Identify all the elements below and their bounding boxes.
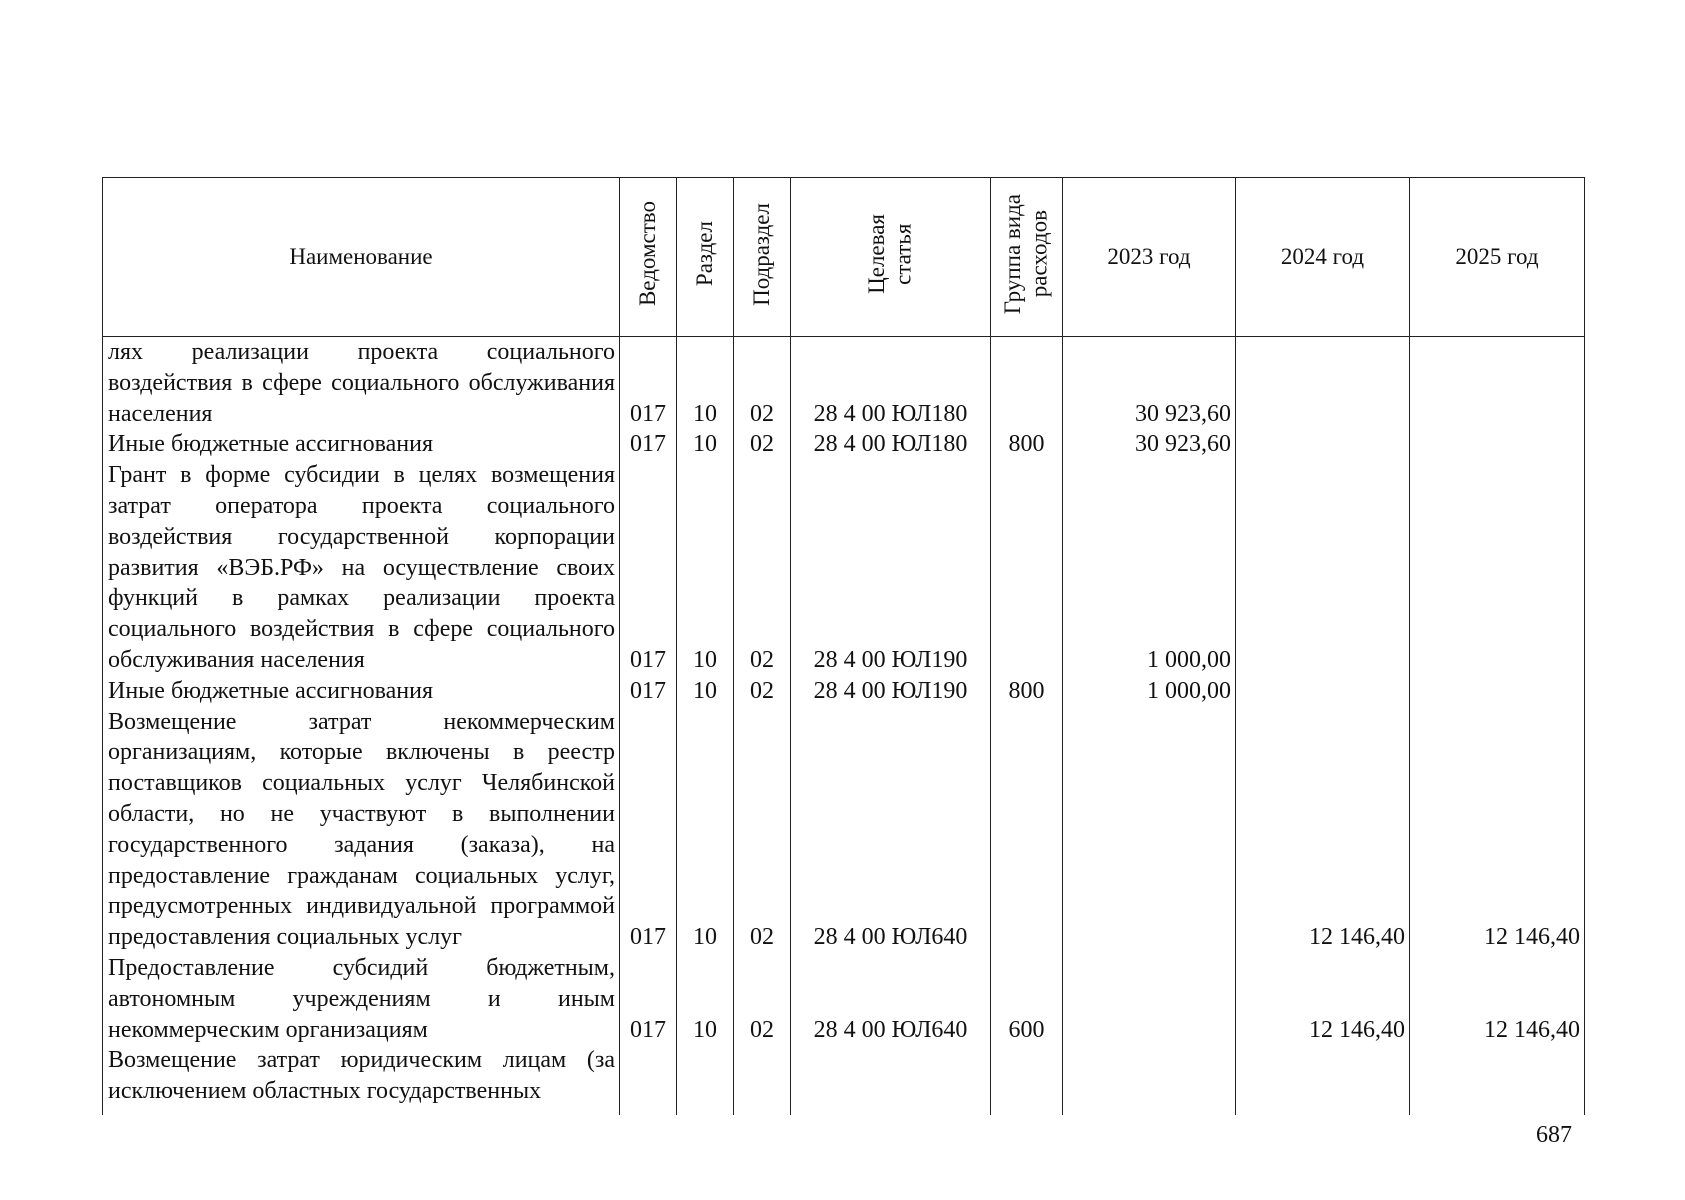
table-row [103,1045,1585,1107]
budget-table [102,177,1585,1115]
table-row [103,429,1585,460]
row-2024 [1236,337,1410,430]
table-row [103,953,1585,1045]
row-name: Иные бюджетные ассигнования [103,676,620,707]
table-filler-row [103,1107,1585,1115]
row-2024 [1236,1045,1410,1107]
header-name: Наименование [103,178,620,337]
table-row [103,707,1585,953]
row-name: Иные бюджетные ассигнования [103,429,620,460]
row-2025 [1410,337,1585,430]
row-2023: 1 000,00 [1063,676,1236,707]
row-gruppa [991,460,1063,676]
row-2023 [1063,953,1236,1045]
row-2024: 12 146,40 [1236,953,1410,1045]
row-gruppa [991,337,1063,430]
row-vedomstvo: 017 [620,460,677,676]
row-name: Возмещение затрат юридическим лицам (за исключением областных государственных [103,1045,620,1107]
row-podrazdel [734,1045,791,1107]
row-gruppa: 800 [991,676,1063,707]
row-name: Возмещение затрат некоммерческим организациям, которые включены в реестр поставщиков социальных услуг Челябинской области, но не участвуют в выполнении государственного задания (заказа), на предоставление гражданам социальных услуг, предусмотренных индивидуальной программой предоставления социальных услуг [103,707,620,953]
table-row [103,676,1585,707]
row-2024 [1236,429,1410,460]
row-vedomstvo: 017 [620,337,677,430]
header-podrazdel: Подраздел [734,178,791,337]
row-razdel: 10 [677,429,734,460]
header-gruppa-vida-rashodov: Группа вида расходов [991,178,1063,337]
row-podrazdel: 02 [734,953,791,1045]
header-vedomstvo: Ведомство [620,178,677,337]
header-razdel: Раздел [677,178,734,337]
row-gruppa [991,1045,1063,1107]
row-celevaya: 28 4 00 ЮЛ640 [791,953,991,1045]
row-vedomstvo: 017 [620,707,677,953]
row-vedomstvo: 017 [620,676,677,707]
row-2025 [1410,676,1585,707]
row-celevaya: 28 4 00 ЮЛ180 [791,337,991,430]
row-podrazdel: 02 [734,429,791,460]
row-podrazdel: 02 [734,460,791,676]
table-row [103,460,1585,676]
row-2023: 30 923,60 [1063,337,1236,430]
header-celevaya-statya: Целевая статья [791,178,991,337]
header-2024: 2024 год [1236,178,1410,337]
row-2024 [1236,460,1410,676]
row-2023 [1063,707,1236,953]
row-razdel: 10 [677,676,734,707]
row-podrazdel: 02 [734,676,791,707]
row-2025 [1410,1045,1585,1107]
row-name: лях реализации проекта социального воздействия в сфере социального обслуживания населения [103,337,620,430]
row-name: Грант в форме субсидии в целях возмещения затрат оператора проекта социального воздействия государственной корпорации развития «ВЭБ.РФ» на осуществление своих функций в рамках реализации проекта социального воздействия в сфере социального обслуживания населения [103,460,620,676]
row-celevaya: 28 4 00 ЮЛ190 [791,460,991,676]
row-2023 [1063,1045,1236,1107]
row-vedomstvo: 017 [620,953,677,1045]
row-2025 [1410,429,1585,460]
row-2025: 12 146,40 [1410,707,1585,953]
table-row [103,337,1585,430]
row-2023: 30 923,60 [1063,429,1236,460]
row-celevaya [791,1045,991,1107]
row-gruppa: 600 [991,953,1063,1045]
row-razdel: 10 [677,707,734,953]
row-celevaya: 28 4 00 ЮЛ640 [791,707,991,953]
page-number: 687 [1536,1122,1572,1148]
row-vedomstvo [620,1045,677,1107]
row-gruppa [991,707,1063,953]
row-gruppa: 800 [991,429,1063,460]
row-razdel [677,1045,734,1107]
header-2025: 2025 год [1410,178,1585,337]
header-2023: 2023 год [1063,178,1236,337]
row-razdel: 10 [677,953,734,1045]
row-razdel: 10 [677,337,734,430]
row-2024 [1236,676,1410,707]
row-celevaya: 28 4 00 ЮЛ190 [791,676,991,707]
row-vedomstvo: 017 [620,429,677,460]
row-2025 [1410,460,1585,676]
header-row [103,178,1585,337]
row-name: Предоставление субсидий бюджетным, автономным учреждениям и иным некоммерческим организациям [103,953,620,1045]
row-2024: 12 146,40 [1236,707,1410,953]
row-razdel: 10 [677,460,734,676]
row-2023: 1 000,00 [1063,460,1236,676]
row-2025: 12 146,40 [1410,953,1585,1045]
row-podrazdel: 02 [734,707,791,953]
row-celevaya: 28 4 00 ЮЛ180 [791,429,991,460]
row-podrazdel: 02 [734,337,791,430]
